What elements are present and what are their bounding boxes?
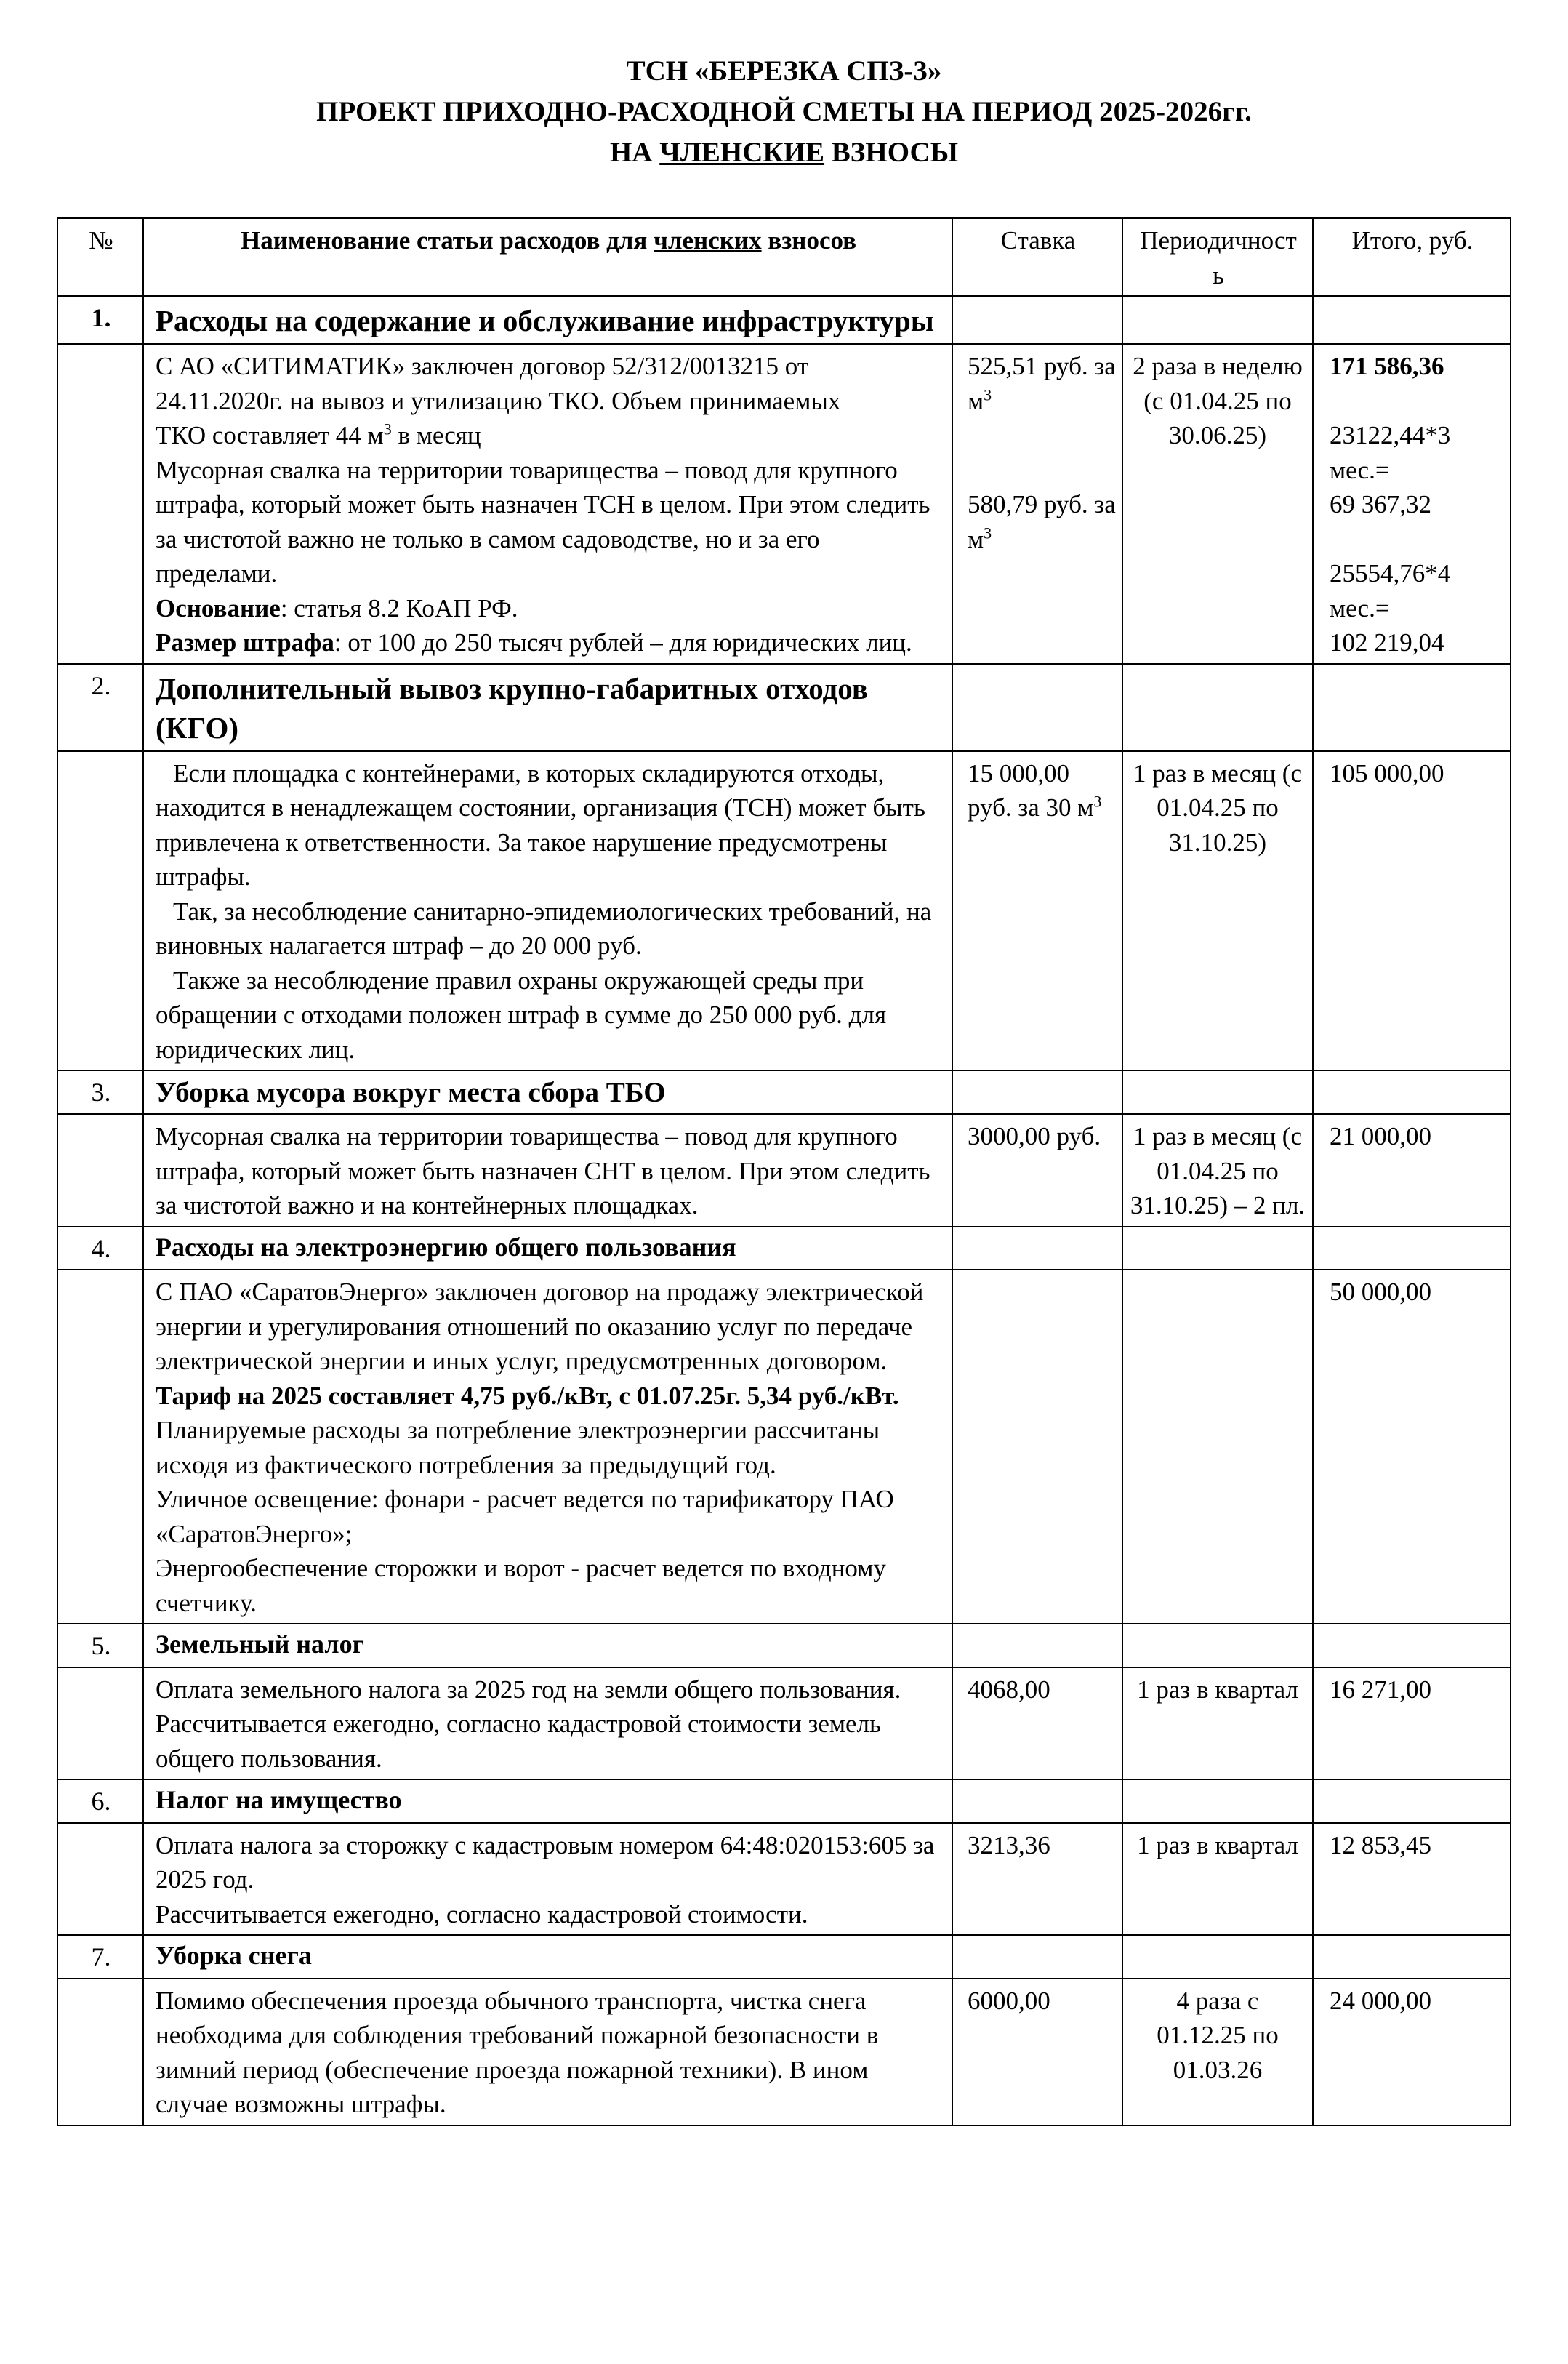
basis-line bbox=[156, 591, 941, 626]
empty-cell bbox=[952, 1227, 1122, 1270]
fine-text: : от 100 до 250 тысяч рублей – для юридических лиц. bbox=[334, 628, 912, 657]
col-header-name-text: Наименование статьи расходов для bbox=[240, 226, 654, 255]
empty-cell bbox=[1313, 1779, 1511, 1823]
item-period: 1 раз в квартал bbox=[1122, 1823, 1313, 1936]
item-rate: 3000,00 руб. bbox=[952, 1114, 1122, 1227]
empty-cell bbox=[1122, 664, 1313, 751]
table-header-row bbox=[57, 218, 1511, 296]
section-number: 7. bbox=[57, 1935, 143, 1979]
empty-cell bbox=[1313, 1624, 1511, 1667]
empty-cell bbox=[1313, 1070, 1511, 1114]
empty-cell bbox=[57, 1979, 143, 2125]
col-header-total: Итого, руб. bbox=[1313, 218, 1511, 296]
item-period: 1 раз в квартал bbox=[1122, 1667, 1313, 1780]
empty-cell bbox=[57, 1114, 143, 1227]
col-header-period: Периодичность bbox=[1122, 218, 1313, 296]
description-paragraph bbox=[156, 1275, 941, 1413]
item-period: 1 раз в месяц (с 01.04.25 по 31.10.25) bbox=[1122, 751, 1313, 1071]
subtitle-underlined: ЧЛЕНСКИЕ bbox=[659, 137, 825, 168]
superscript: 3 bbox=[984, 385, 992, 404]
budget-table bbox=[57, 217, 1511, 2126]
contract-text: С ПАО «СаратовЭнерго» заключен договор на продажу электрической энергии и урегулирования отношений по оказанию услуг по передаче электрической энергии и иных услуг, предусмотренных договором. bbox=[156, 1278, 924, 1375]
document-subtitle bbox=[0, 132, 1568, 173]
empty-cell bbox=[1122, 1779, 1313, 1823]
rate-1 bbox=[968, 349, 1116, 418]
superscript: 3 bbox=[984, 523, 992, 542]
rate-2-text: 580,79 руб. за м bbox=[968, 490, 1116, 553]
fine-label: Размер штрафа bbox=[156, 628, 334, 657]
superscript: 3 bbox=[383, 420, 392, 438]
empty-cell bbox=[57, 344, 143, 664]
section-title: Расходы на содержание и обслуживание инфраструктуры bbox=[143, 296, 952, 344]
item-period: 2 раза в неделю (с 01.04.25 по 30.06.25) bbox=[1122, 344, 1313, 664]
spacer bbox=[968, 418, 1116, 453]
description-paragraph: Энергообеспечение сторожки и ворот - расчет ведется по входному счетчику. bbox=[156, 1554, 886, 1617]
description-line: С АО «СИТИМАТИК» заключен договор 52/312/0013215 от 24.11.2020г. на вывоз и утилизацию ТКО. Объем принимаемых bbox=[156, 352, 841, 415]
basis-text: : статья 8.2 КоАП РФ. bbox=[280, 593, 518, 622]
empty-cell bbox=[1313, 664, 1511, 751]
section-row bbox=[57, 296, 1511, 344]
section-row bbox=[57, 1779, 1511, 1823]
item-description bbox=[143, 751, 952, 1071]
item-row bbox=[57, 1270, 1511, 1624]
description-paragraph: Уличное освещение: фонари - расчет ведется по тарификатору ПАО «СаратовЭнерго»; bbox=[156, 1485, 894, 1548]
description-paragraph: Если площадка с контейнерами, в которых складируются отходы, находится в ненадлежащем состоянии, организация (ТСН) может быть привлечена к ответственности. За такое нарушение предусмотрены штрафы. bbox=[156, 758, 925, 891]
section-title: Налог на имущество bbox=[143, 1779, 952, 1823]
description-paragraph: Планируемые расходы за потребление электроэнергии рассчитаны исходя из фактического потребления за предыдущий год. bbox=[156, 1416, 880, 1479]
item-rate: 3213,36 bbox=[952, 1823, 1122, 1936]
section-row bbox=[57, 1935, 1511, 1979]
item-total bbox=[1313, 344, 1511, 664]
section-number: 3. bbox=[57, 1070, 143, 1114]
rate-1-text: 525,51 руб. за м bbox=[968, 352, 1116, 415]
item-row bbox=[57, 1667, 1511, 1780]
total-value: 69 367,32 bbox=[1330, 490, 1431, 518]
item-total: 50 000,00 bbox=[1313, 1270, 1511, 1624]
total-calc: 25554,76*4 мес.= bbox=[1330, 559, 1451, 622]
empty-cell bbox=[57, 751, 143, 1071]
item-rate: 4068,00 bbox=[952, 1667, 1122, 1780]
section-title: Уборка мусора вокруг места сбора ТБО bbox=[143, 1070, 952, 1114]
item-period: 1 раз в месяц (с 01.04.25 по 31.10.25) – 2 пл. bbox=[1122, 1114, 1313, 1227]
item-rate: 6000,00 bbox=[952, 1979, 1122, 2125]
item-period bbox=[1122, 1270, 1313, 1624]
description-paragraph: Оплата налога за сторожку с кадастровым номером 64:48:020153:605 за 2025 год. bbox=[156, 1830, 935, 1894]
item-row bbox=[57, 751, 1511, 1071]
item-total: 24 000,00 bbox=[1313, 1979, 1511, 2125]
empty-cell bbox=[1122, 1227, 1313, 1270]
item-description: Помимо обеспечения проезда обычного транспорта, чистка снега необходима для соблюдения требований пожарной безопасности в зимний период (обеспечение проезда пожарной техники). В ином случае возможны штрафы. bbox=[143, 1979, 952, 2125]
item-period: 4 раза с 01.12.25 по 01.03.26 bbox=[1122, 1979, 1313, 2125]
subtitle-suffix: ВЗНОСЫ bbox=[824, 137, 959, 168]
empty-cell bbox=[1313, 1935, 1511, 1979]
item-description bbox=[143, 344, 952, 664]
empty-cell bbox=[1313, 296, 1511, 344]
col-header-name-underlined: членских bbox=[654, 226, 762, 255]
section-title: Уборка снега bbox=[143, 1935, 952, 1979]
item-row bbox=[57, 1823, 1511, 1936]
section-number: 1. bbox=[57, 296, 143, 344]
item-total: 16 271,00 bbox=[1313, 1667, 1511, 1780]
item-row bbox=[57, 1979, 1511, 2125]
basis-label: Основание bbox=[156, 593, 281, 622]
item-total: 105 000,00 bbox=[1313, 751, 1511, 1071]
item-description bbox=[143, 1823, 952, 1936]
superscript: 3 bbox=[1093, 792, 1102, 811]
item-row bbox=[57, 344, 1511, 664]
item-rate bbox=[952, 751, 1122, 1071]
total-calc: 23122,44*3 мес.= bbox=[1330, 421, 1451, 484]
col-header-rate: Ставка bbox=[952, 218, 1122, 296]
volume-text: ТКО составляет 44 м bbox=[156, 421, 384, 449]
col-header-num: № bbox=[57, 218, 143, 296]
org-title: ТСН «БЕРЕЗКА СПЗ-3» bbox=[626, 55, 942, 87]
item-total: 21 000,00 bbox=[1313, 1114, 1511, 1227]
item-rate bbox=[952, 1270, 1122, 1624]
tariff-text: Тариф на 2025 составляет 4,75 руб./кВт, с 01.07.25г. 5,34 руб./кВт. bbox=[156, 1381, 899, 1410]
empty-cell bbox=[952, 1624, 1122, 1667]
item-description: Оплата земельного налога за 2025 год на земли общего пользования. Рассчитывается ежегодно, согласно кадастровой стоимости земель общего пользования. bbox=[143, 1667, 952, 1780]
empty-cell bbox=[952, 664, 1122, 751]
subtitle-prefix: НА bbox=[609, 137, 660, 168]
empty-cell bbox=[1122, 1070, 1313, 1114]
section-number: 2. bbox=[57, 664, 143, 751]
section-number: 5. bbox=[57, 1624, 143, 1667]
empty-cell bbox=[1122, 1624, 1313, 1667]
spacer bbox=[1330, 384, 1504, 419]
rate-text: 15 000,00 руб. за 30 м bbox=[968, 758, 1094, 822]
description-line: Мусорная свалка на территории товарищества – повод для крупного штрафа, который может быть назначен ТСН в целом. При этом следить за чистотой важно не только в самом садоводстве, но и за его пределами. bbox=[156, 455, 930, 588]
empty-cell bbox=[952, 296, 1122, 344]
volume-tail: в месяц bbox=[391, 421, 481, 449]
col-header-name-tail: взносов bbox=[761, 226, 857, 255]
rate-2 bbox=[968, 487, 1116, 556]
empty-cell bbox=[57, 1823, 143, 1936]
description-line bbox=[156, 418, 941, 453]
empty-cell bbox=[952, 1935, 1122, 1979]
section-row bbox=[57, 1227, 1511, 1270]
section-title: Дополнительный вывоз крупно-габаритных отходов (КГО) bbox=[143, 664, 952, 751]
section-number: 4. bbox=[57, 1227, 143, 1270]
section-row bbox=[57, 664, 1511, 751]
section-title: Земельный налог bbox=[143, 1624, 952, 1667]
total-value: 102 219,04 bbox=[1330, 628, 1444, 657]
section-row bbox=[57, 1624, 1511, 1667]
item-row bbox=[57, 1114, 1511, 1227]
empty-cell bbox=[1122, 1935, 1313, 1979]
item-total: 12 853,45 bbox=[1313, 1823, 1511, 1936]
fine-line bbox=[156, 625, 941, 660]
description-paragraph: Так, за несоблюдение санитарно-эпидемиологических требований, на виновных налагается штраф – до 20 000 руб. bbox=[156, 897, 932, 960]
spacer bbox=[1330, 522, 1504, 557]
item-description: Мусорная свалка на территории товарищества – повод для крупного штрафа, который может быть назначен СНТ в целом. При этом следить за чистотой важно и на контейнерных площадках. bbox=[143, 1114, 952, 1227]
empty-cell bbox=[952, 1779, 1122, 1823]
item-rate bbox=[952, 344, 1122, 664]
description-paragraph: Рассчитывается ежегодно, согласно кадастровой стоимости. bbox=[156, 1899, 808, 1928]
document-header bbox=[0, 51, 1568, 173]
empty-cell bbox=[57, 1667, 143, 1780]
spacer bbox=[968, 453, 1116, 488]
section-row bbox=[57, 1070, 1511, 1114]
empty-cell bbox=[1122, 296, 1313, 344]
section-title: Расходы на электроэнергию общего пользования bbox=[143, 1227, 952, 1270]
empty-cell bbox=[952, 1070, 1122, 1114]
empty-cell bbox=[1313, 1227, 1511, 1270]
description-paragraph: Также за несоблюдение правил охраны окружающей среды при обращении с отходами положен штраф в сумме до 250 000 руб. для юридических лиц. bbox=[156, 966, 887, 1064]
document-title: ПРОЕКТ ПРИХОДНО-РАСХОДНОЙ СМЕТЫ НА ПЕРИОД 2025-2026гг. bbox=[316, 96, 1252, 127]
section-number: 6. bbox=[57, 1779, 143, 1823]
empty-cell bbox=[57, 1270, 143, 1624]
col-header-name bbox=[143, 218, 952, 296]
item-description bbox=[143, 1270, 952, 1624]
total-amount: 171 586,36 bbox=[1330, 352, 1444, 380]
